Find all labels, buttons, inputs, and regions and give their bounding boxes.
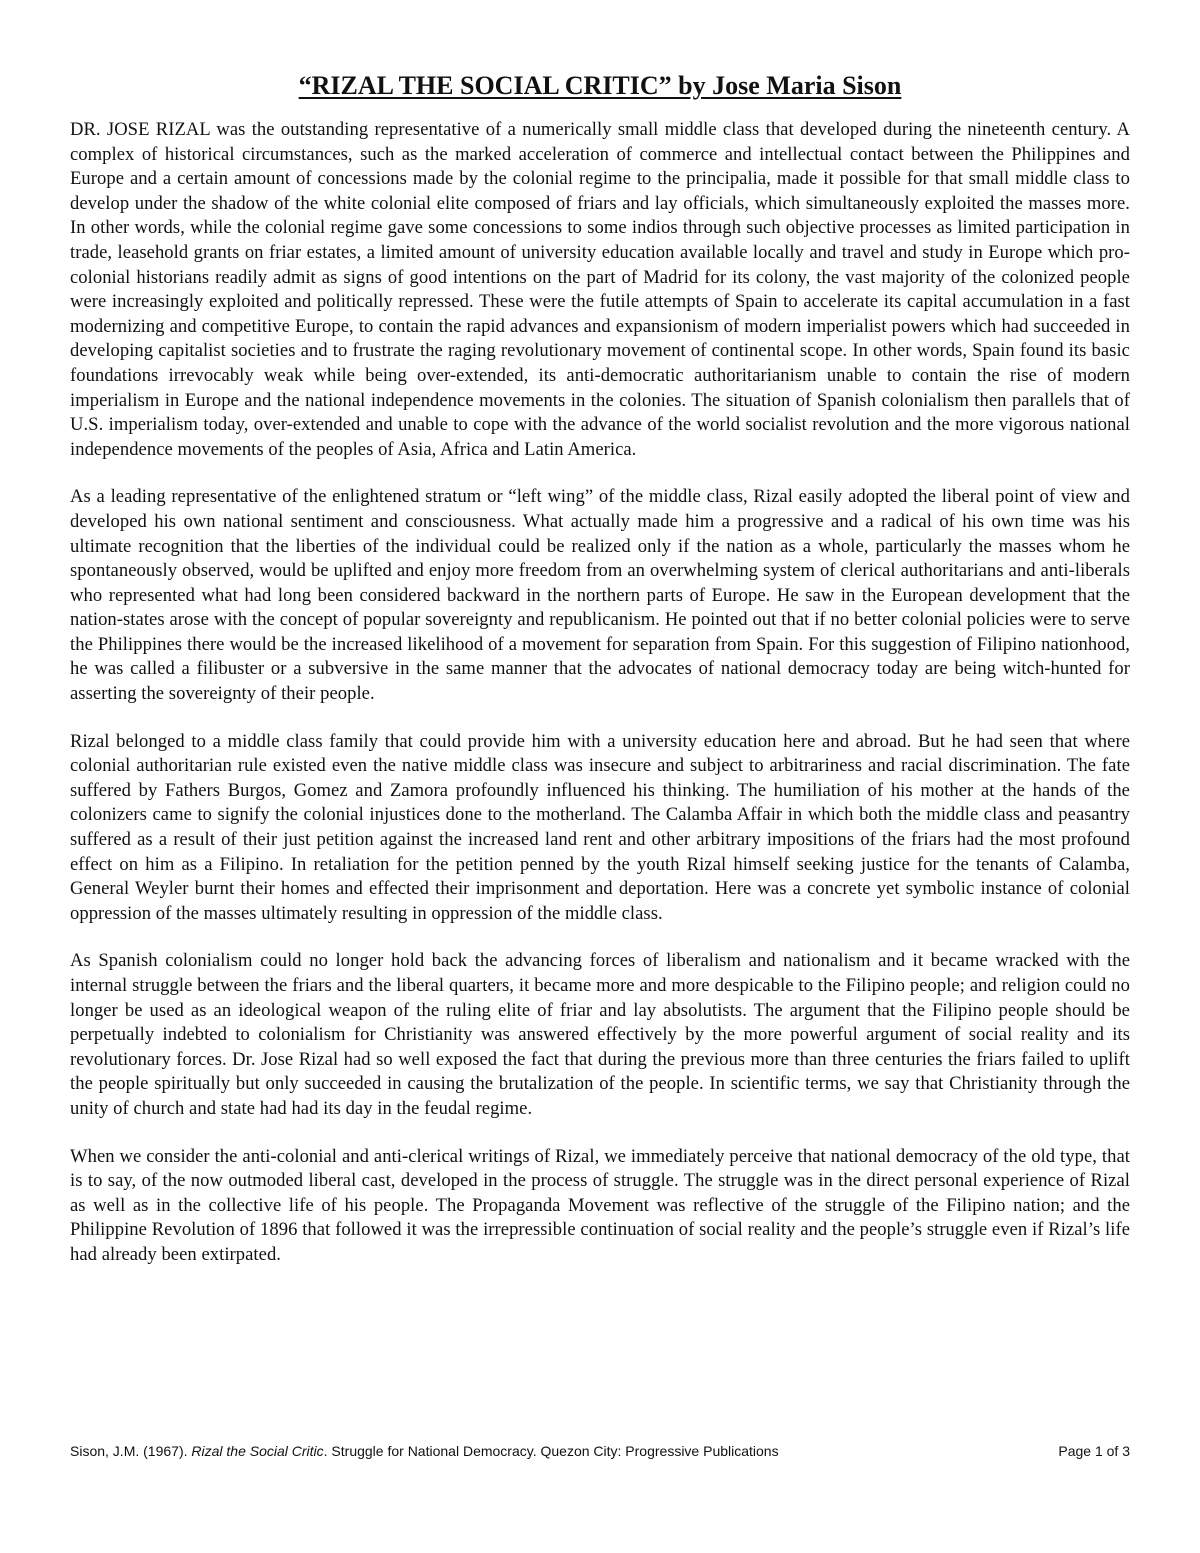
document-title: “RIZAL THE SOCIAL CRITIC” by Jose Maria Sison bbox=[298, 71, 902, 100]
footer-citation bbox=[70, 1442, 779, 1460]
paragraph-1: DR. JOSE RIZAL was the outstanding representative of a numerically small middle class that developed during the nineteenth century. A complex of historical circumstances, such as the marked acceleration of commerce and intellectual contact between the Philippines and Europe and a certain amount of concessions made by the colonial regime to the principalia, made it possible for that small middle class to develop under the shadow of the white colonial elite composed of friars and lay officials, which simultaneously exploited the masses more. In other words, while the colonial regime gave some concessions to some indios through such objective processes as limited participation in trade, leasehold grants on friar estates, a limited amount of university education available locally and travel and study in Europe which pro-colonial historians readily admit as signs of good intentions on the part of Madrid for its colony, the vast majority of the colonized people were increasingly exploited and politically repressed. These were the futile attempts of Spain to accelerate its capital accumulation in a fast modernizing and competitive Europe, to contain the rapid advances and expansionism of modern imperialist powers which had succeeded in developing capitalist societies and to frustrate the raging revolutionary movement of continental scope. In other words, Spain found its basic foundations irrevocably weak while being over-extended, its anti-democratic authoritarianism unable to contain the rise of modern imperialism in Europe and the national independence movements in the colonies. The situation of Spanish colonialism then parallels that of U.S. imperialism today, over-extended and unable to cope with the advance of the world socialist revolution and the more vigorous national independence movements of the peoples of Asia, Africa and Latin America. bbox=[70, 119, 1130, 460]
paragraph-4: As Spanish colonialism could no longer hold back the advancing forces of liberalism and nationalism and it became wracked with the internal struggle between the friars and the liberal quarters, it became more and more despicable to the Filipino people; and religion could no longer be used as an ideological weapon of the ruling elite of friar and lay absolutists. The argument that the Filipino people should be perpetually indebted to colonialism for Christianity was answered effectively by the more powerful argument of social reality and its revolutionary forces. Dr. Jose Rizal had so well exposed the fact that during the previous more than three centuries the friars failed to uplift the people spiritually but only succeeded in causing the brutalization of the people. In scientific terms, we say that Christianity through the unity of church and state had had its day in the feudal regime. bbox=[70, 950, 1130, 1119]
citation-suffix: . Struggle for National Democracy. Quezon City: Progressive Publications bbox=[323, 1443, 779, 1459]
paragraph-5: When we consider the anti-colonial and anti-clerical writings of Rizal, we immediately perceive that national democracy of the old type, that is to say, of the now outmoded liberal cast, developed in the process of struggle. The struggle was in the direct personal experience of Rizal as well as in the collective life of his people. The Propaganda Movement was reflective of the struggle of the Filipino nation; and the Philippine Revolution of 1896 that followed it was the irrepressible continuation of social reality and the people’s struggle even if Rizal’s life had already been extirpated. bbox=[70, 1145, 1130, 1265]
page-number: Page 1 of 3 bbox=[1058, 1443, 1130, 1459]
paragraph-2: As a leading representative of the enlightened stratum or “left wing” of the middle class, Rizal easily adopted the liberal point of view and developed his own national sentiment and consciousness. What actually made him a progressive and a radical of his own time was his ultimate recognition that the liberties of the individual could be realized only if the nation as a whole, particularly the masses whom he spontaneously observed, would be uplifted and enjoy more freedom from an overwhelming system of clerical authoritarians and anti-liberals who represented what had long been considered backward in the northern parts of Europe. He saw in the European development that the nation-states arose with the concept of popular sovereignty and republicanism. He pointed out that if no better colonial policies were to serve the Philippines there would be the increased likelihood of a movement for separation from Spain. For this suggestion of Filipino nationhood, he was called a filibuster or a subversive in the same manner that the advocates of national democracy today are being witch-hunted for asserting the sovereignty of their people. bbox=[70, 486, 1130, 705]
citation-prefix: Sison, J.M. (1967). bbox=[70, 1443, 192, 1459]
page-footer bbox=[70, 1442, 1130, 1460]
document-page bbox=[70, 70, 1130, 1291]
citation-title: Rizal the Social Critic bbox=[191, 1443, 324, 1459]
paragraph-3: Rizal belonged to a middle class family that could provide him with a university education here and abroad. But he had seen that where colonial authoritarian rule existed even the native middle class was insecure and subject to arbitrariness and racial discrimination. The fate suffered by Fathers Burgos, Gomez and Zamora profoundly influenced his thinking. The humiliation of his mother at the hands of the colonizers came to signify the colonial injustices done to the motherland. The Calamba Affair in which both the middle class and peasantry suffered as a result of their just petition against the increased land rent and other arbitrary impositions of the friars had the most profound effect on him as a Filipino. In retaliation for the petition penned by the youth Rizal himself seeking justice for the tenants of Calamba, General Weyler burnt their homes and effected their imprisonment and deportation. Here was a concrete yet symbolic instance of colonial oppression of the masses ultimately resulting in oppression of the middle class. bbox=[70, 730, 1130, 924]
